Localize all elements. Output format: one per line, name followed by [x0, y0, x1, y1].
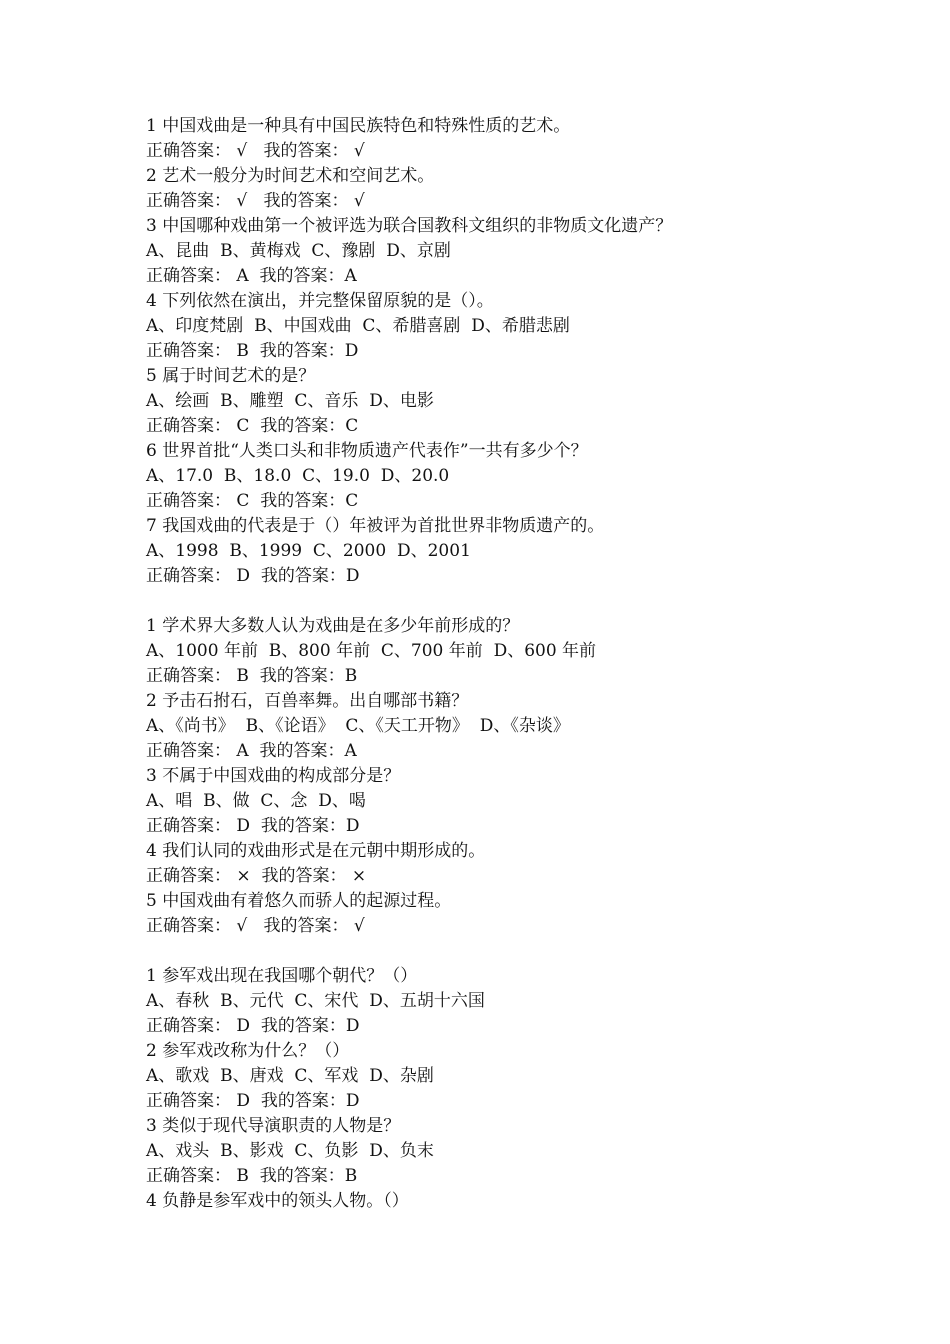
section-spacer	[146, 939, 906, 964]
question-text: 7 我国戏曲的代表是于（）年被评为首批世界非物质遗产的。	[146, 516, 605, 536]
quiz-section-2	[146, 614, 906, 939]
answer-line: 正确答案： √ 我的答案： √	[146, 141, 365, 161]
options-line: A、1998 B、1999 C、2000 D、2001	[146, 541, 471, 561]
question-text: 3 类似于现代导演职责的人物是？	[146, 1116, 401, 1136]
question-text: 2 艺术一般分为时间艺术和空间艺术。	[146, 166, 435, 186]
answer-line: 正确答案： C 我的答案：C	[146, 491, 359, 511]
options-line: A、唱 B、做 C、念 D、喝	[146, 791, 366, 811]
options-line: A、春秋 B、元代 C、宋代 D、五胡十六国	[146, 991, 485, 1011]
question-text: 3 中国哪种戏曲第一个被评选为联合国教科文组织的非物质文化遗产？	[146, 216, 673, 236]
document-page	[146, 114, 906, 1214]
question-text: 1 参军戏出现在我国哪个朝代？（）	[146, 966, 418, 986]
question-text: 2 参军戏改称为什么？（）	[146, 1041, 350, 1061]
options-line: A、17.0 B、18.0 C、19.0 D、20.0	[146, 466, 450, 486]
answer-line: 正确答案： D 我的答案：D	[146, 566, 360, 586]
options-line: A、印度梵剧 B、中国戏曲 C、希腊喜剧 D、希腊悲剧	[146, 316, 570, 336]
quiz-section-3	[146, 964, 906, 1214]
answer-line: 正确答案： √ 我的答案： √	[146, 191, 365, 211]
answer-line: 正确答案： B 我的答案：B	[146, 1166, 358, 1186]
answer-line: 正确答案： √ 我的答案： √	[146, 916, 365, 936]
question-text: 5 属于时间艺术的是？	[146, 366, 316, 386]
answer-line: 正确答案： D 我的答案：D	[146, 1091, 360, 1111]
question-text: 3 不属于中国戏曲的构成部分是？	[146, 766, 401, 786]
question-text: 4 负静是参军戏中的领头人物。（）	[146, 1191, 409, 1211]
answer-line: 正确答案： A 我的答案：A	[146, 741, 357, 761]
answer-line: 正确答案： A 我的答案：A	[146, 266, 357, 286]
question-text: 6 世界首批“人类口头和非物质遗产代表作”一共有多少个？	[146, 441, 588, 461]
options-line: A、戏头 B、影戏 C、负影 D、负末	[146, 1141, 434, 1161]
answer-line: 正确答案： C 我的答案：C	[146, 416, 359, 436]
question-text: 1 中国戏曲是一种具有中国民族特色和特殊性质的艺术。	[146, 116, 571, 136]
options-line: A、歌戏 B、唐戏 C、军戏 D、杂剧	[146, 1066, 434, 1086]
question-text: 5 中国戏曲有着悠久而骄人的起源过程。	[146, 891, 452, 911]
question-text: 4 下列依然在演出，并完整保留原貌的是（）。	[146, 291, 494, 311]
question-text: 1 学术界大多数人认为戏曲是在多少年前形成的？	[146, 616, 520, 636]
options-line: A、昆曲 B、黄梅戏 C、豫剧 D、京剧	[146, 241, 451, 261]
question-text: 2 予击石拊石，百兽率舞。出自哪部书籍？	[146, 691, 469, 711]
answer-line: 正确答案： D 我的答案：D	[146, 816, 360, 836]
section-spacer	[146, 589, 906, 614]
answer-line: 正确答案： D 我的答案：D	[146, 1016, 360, 1036]
options-line: A、绘画 B、雕塑 C、音乐 D、电影	[146, 391, 434, 411]
quiz-section-1	[146, 114, 906, 589]
options-line: A、《尚书》 B、《论语》 C、《天工开物》 D、《杂谈》	[146, 716, 570, 736]
question-text: 4 我们认同的戏曲形式是在元朝中期形成的。	[146, 841, 486, 861]
answer-line: 正确答案： B 我的答案：D	[146, 341, 359, 361]
answer-line: 正确答案： B 我的答案：B	[146, 666, 358, 686]
options-line: A、1000 年前 B、800 年前 C、700 年前 D、600 年前	[146, 641, 597, 661]
answer-line: 正确答案： × 我的答案： ×	[146, 866, 367, 886]
